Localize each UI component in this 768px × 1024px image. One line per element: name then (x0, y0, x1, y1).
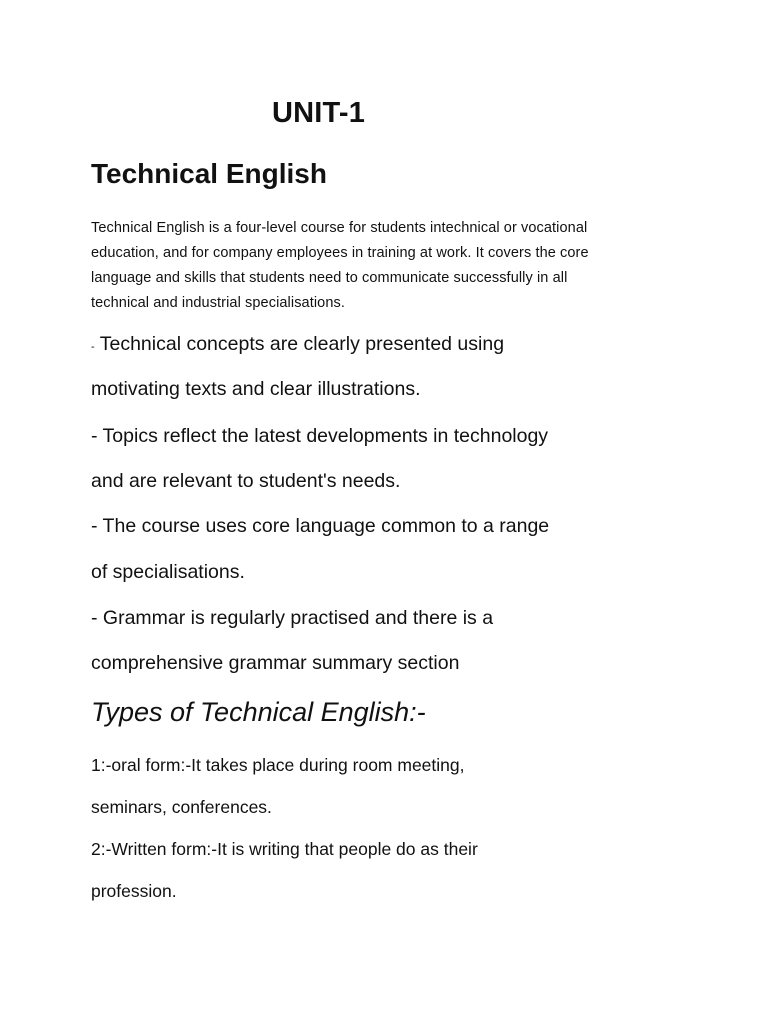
types-heading: Types of Technical English:- (91, 697, 426, 727)
bullet-dash: - (91, 341, 95, 353)
bullet-line (91, 333, 504, 356)
type-line: profession. (91, 881, 177, 901)
intro-line: Technical English is a four-level course for students intechnical or vocational (91, 220, 588, 236)
bullet-line: of specialisations. (91, 561, 245, 583)
bullet-line: comprehensive grammar summary section (91, 652, 460, 674)
type-line: seminars, conferences. (91, 797, 272, 817)
bullet-line: - Topics reflect the latest developments in technology (91, 425, 549, 447)
unit-title: UNIT-1 (272, 97, 366, 129)
bullet-line: - Grammar is regularly practised and there is a (91, 607, 494, 629)
type-line: 2:-Written form:-It is writing that people do as their (91, 839, 478, 859)
intro-line: language and skills that students need to communicate successfully in all (91, 270, 568, 286)
bullet-line: and are relevant to student's needs. (91, 470, 401, 492)
section-heading: Technical English (91, 158, 327, 189)
bullet-line: motivating texts and clear illustrations. (91, 378, 421, 400)
bullet-text: Technical concepts are clearly presented using (94, 333, 505, 355)
type-line: 1:-oral form:-It takes place during room meeting, (91, 755, 465, 775)
bullet-line: - The course uses core language common to a range (91, 515, 550, 537)
intro-line: education, and for company employees in training at work. It covers the core (91, 245, 589, 261)
intro-line: technical and industrial specialisations. (91, 295, 345, 311)
